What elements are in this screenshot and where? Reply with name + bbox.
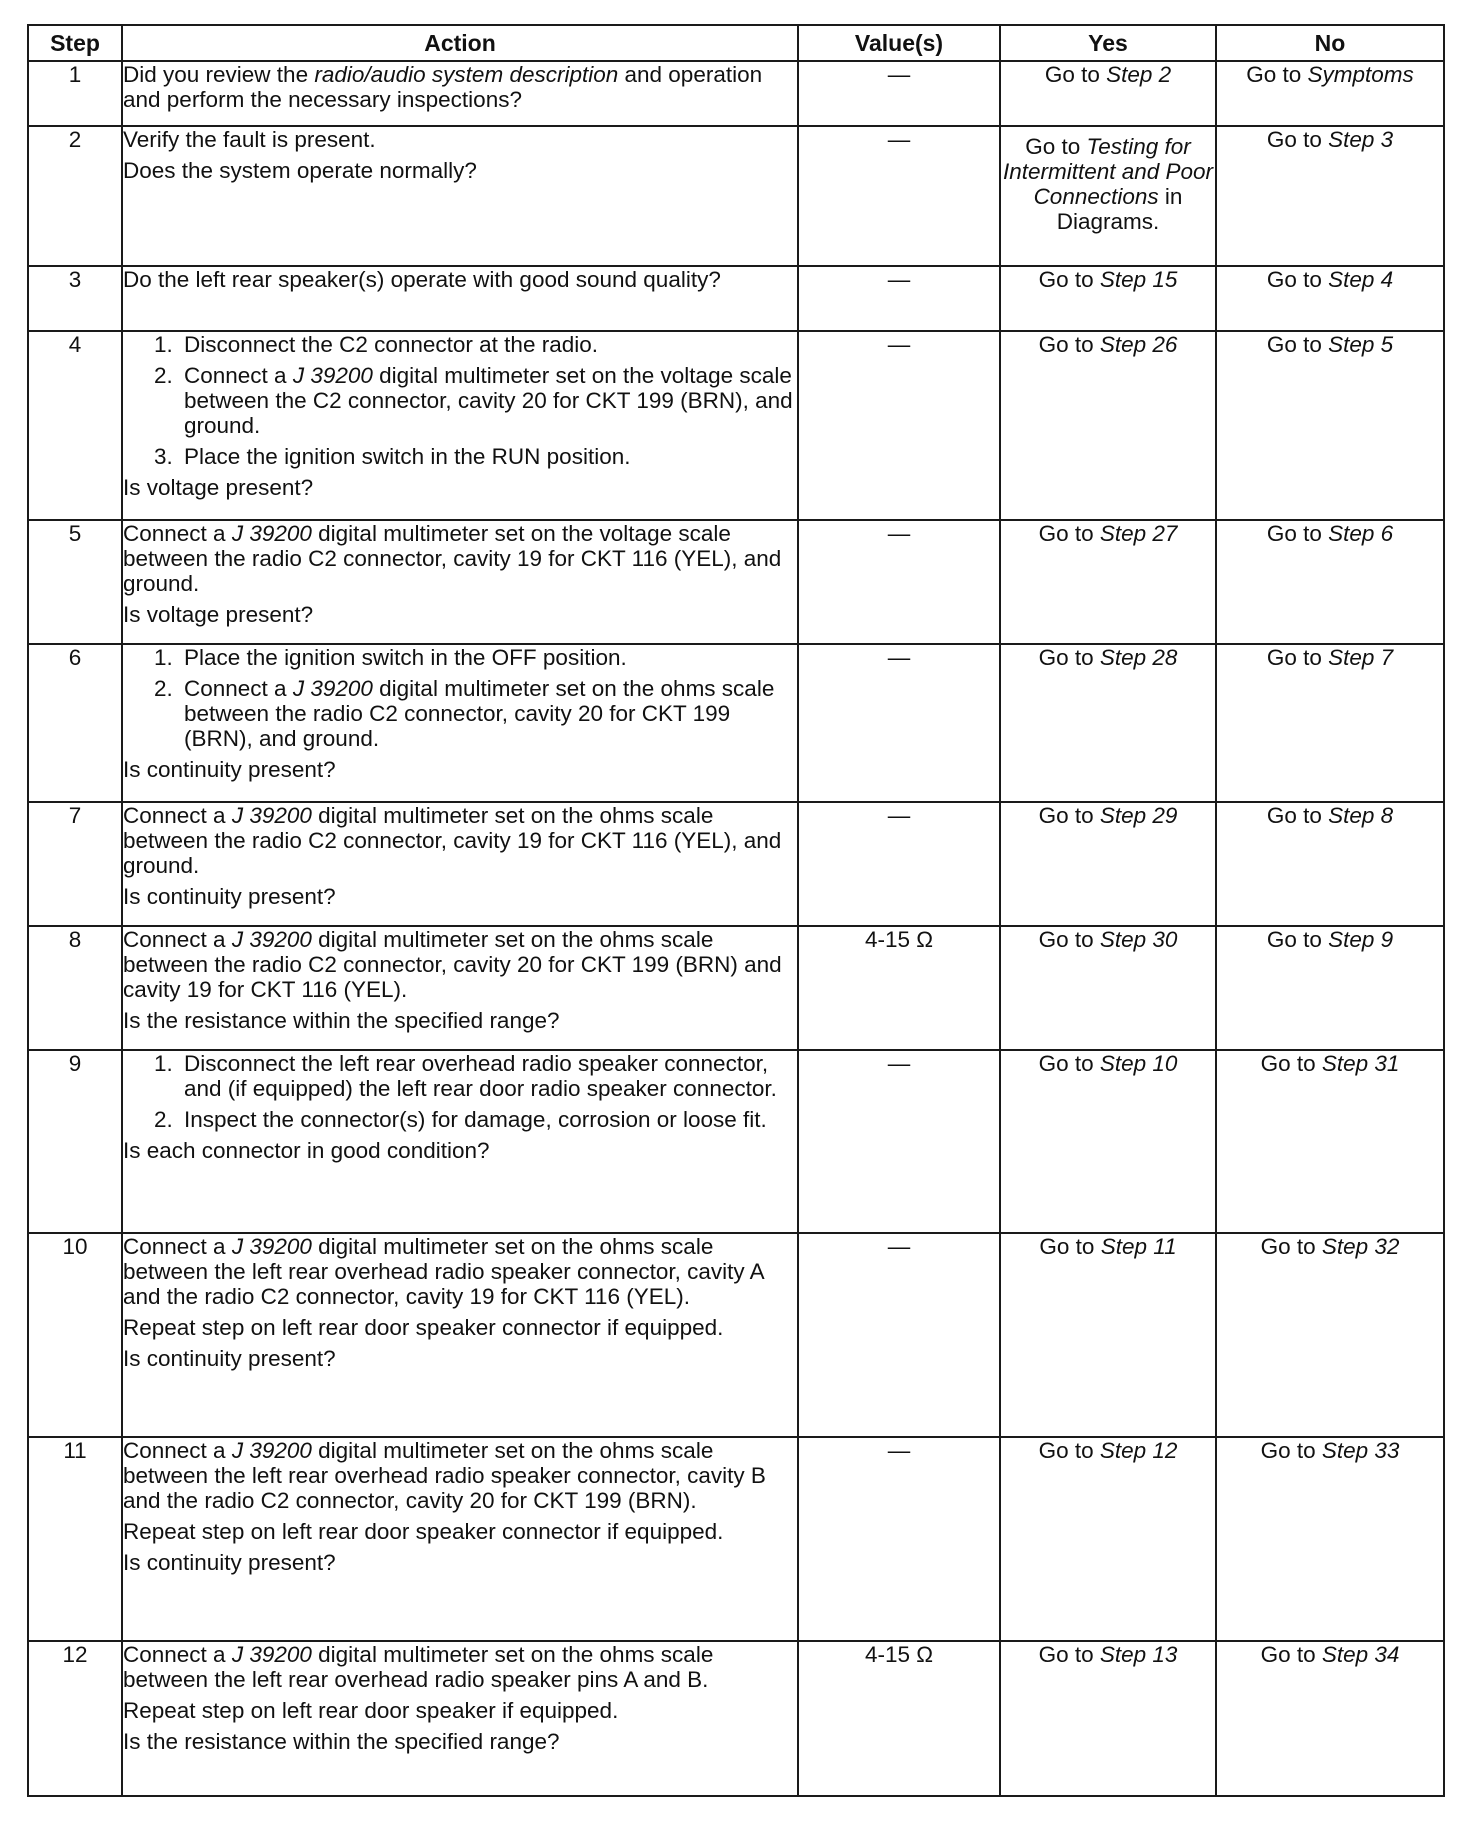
- table-row: [28, 1050, 1444, 1233]
- italic-term: J 39200: [292, 363, 373, 388]
- action-cell: [122, 1641, 798, 1796]
- no-target: Go to Step 5: [1266, 332, 1394, 357]
- no-target: Go to Step 8: [1266, 803, 1394, 828]
- value-cell: —: [798, 266, 1000, 331]
- no-cell: [1216, 644, 1444, 802]
- italic-term: Step 10: [1099, 1051, 1178, 1076]
- italic-term: Step 9: [1328, 927, 1394, 952]
- italic-term: Step 7: [1328, 645, 1394, 670]
- yes-cell: [1000, 1641, 1216, 1796]
- action-question: Is continuity present?: [123, 1346, 336, 1371]
- step-number: 3: [28, 266, 122, 331]
- action-cell: [122, 802, 798, 926]
- italic-term: Step 12: [1099, 1438, 1178, 1463]
- step-number: 10: [28, 1233, 122, 1437]
- italic-term: Step 28: [1099, 645, 1178, 670]
- action-cell: [122, 1050, 798, 1233]
- value-cell: —: [798, 644, 1000, 802]
- italic-term: Step 33: [1321, 1438, 1400, 1463]
- yes-cell: [1000, 644, 1216, 802]
- step-number: 9: [28, 1050, 122, 1233]
- no-target: Go to Step 31: [1260, 1051, 1400, 1076]
- value-cell: —: [798, 331, 1000, 520]
- no-cell: [1216, 331, 1444, 520]
- italic-term: Step 26: [1099, 332, 1178, 357]
- no-cell: [1216, 61, 1444, 126]
- table-row: [28, 1641, 1444, 1796]
- action-question: Is continuity present?: [123, 1550, 336, 1575]
- table-row: [28, 520, 1444, 644]
- action-text: Repeat step on left rear door speaker connector if equipped.: [123, 1519, 724, 1544]
- no-cell: [1216, 1050, 1444, 1233]
- action-cell: [122, 926, 798, 1050]
- step-number: 12: [28, 1641, 122, 1796]
- value-cell: —: [798, 126, 1000, 266]
- step-number: 2: [28, 126, 122, 266]
- action-cell: [122, 644, 798, 802]
- yes-target: Go to Step 27: [1038, 521, 1178, 546]
- action-question: Is the resistance within the specified range?: [123, 1729, 560, 1754]
- italic-term: Step 32: [1321, 1234, 1400, 1259]
- step-number: 4: [28, 331, 122, 520]
- action-text: Connect a J 39200 digital multimeter set on the ohms scale between the left rear overhead radio speaker connector, cavity A and the radio C2 connector, cavity 19 for CKT 116 (YEL).: [123, 1234, 764, 1309]
- no-cell: [1216, 926, 1444, 1050]
- yes-cell: [1000, 1437, 1216, 1641]
- action-text: Do the left rear speaker(s) operate with good sound quality?: [123, 267, 721, 292]
- value-cell: —: [798, 1233, 1000, 1437]
- value-cell: 4-15 Ω: [798, 1641, 1000, 1796]
- italic-term: Symptoms: [1307, 62, 1414, 87]
- table-row: [28, 61, 1444, 126]
- action-text: Connect a J 39200 digital multimeter set on the ohms scale between the left rear overhead radio speaker connector, cavity B and the radio C2 connector, cavity 20 for CKT 199 (BRN).: [123, 1438, 766, 1513]
- yes-target: Go to Step 11: [1039, 1234, 1177, 1259]
- yes-cell: [1000, 926, 1216, 1050]
- italic-term: Step 31: [1321, 1051, 1400, 1076]
- italic-term: Step 34: [1321, 1642, 1400, 1667]
- table-row: [28, 1437, 1444, 1641]
- table-row: [28, 802, 1444, 926]
- no-target: Go to Step 4: [1266, 267, 1394, 292]
- action-text: Repeat step on left rear door speaker if equipped.: [123, 1698, 619, 1723]
- yes-target: Go to Step 15: [1038, 267, 1178, 292]
- italic-term: J 39200: [231, 1438, 312, 1463]
- no-target: Go to Step 7: [1266, 645, 1394, 670]
- action-question: Is the resistance within the specified range?: [123, 1008, 560, 1033]
- action-cell: [122, 1437, 798, 1641]
- action-cell: [122, 1233, 798, 1437]
- value-cell: 4-15 Ω: [798, 926, 1000, 1050]
- yes-target: Go to Step 2: [1044, 62, 1172, 87]
- no-cell: [1216, 266, 1444, 331]
- yes-cell: [1000, 126, 1216, 266]
- diagnostic-table: [27, 24, 1445, 1797]
- yes-cell: [1000, 1050, 1216, 1233]
- value-cell: —: [798, 802, 1000, 926]
- action-step-item: 2. Connect a J 39200 digital multimeter set on the voltage scale between the C2 connector, cavity 20 for CKT 199 (BRN), and ground.: [179, 363, 797, 438]
- table-row: [28, 644, 1444, 802]
- italic-term: J 39200: [231, 521, 312, 546]
- table-row: [28, 266, 1444, 331]
- header-values: Value(s): [798, 25, 1000, 61]
- yes-target: Go to Step 28: [1038, 645, 1178, 670]
- yes-cell: [1000, 61, 1216, 126]
- action-steps-list: [123, 332, 797, 469]
- italic-term: Step 5: [1328, 332, 1394, 357]
- action-step-item: 1. Disconnect the left rear overhead radio speaker connector, and (if equipped) the left rear door radio speaker connector.: [179, 1051, 797, 1101]
- yes-cell: [1000, 1233, 1216, 1437]
- yes-target: Go to Step 26: [1038, 332, 1178, 357]
- yes-target: Go to Step 29: [1038, 803, 1178, 828]
- yes-cell: [1000, 331, 1216, 520]
- action-question: Is continuity present?: [123, 884, 336, 909]
- no-target: Go to Step 33: [1260, 1438, 1400, 1463]
- italic-term: Step 6: [1328, 521, 1394, 546]
- table-row: [28, 1233, 1444, 1437]
- table-row: [28, 126, 1444, 266]
- no-target: Go to Step 6: [1266, 521, 1394, 546]
- table-row: [28, 926, 1444, 1050]
- no-cell: [1216, 802, 1444, 926]
- italic-term: J 39200: [231, 1234, 312, 1259]
- value-cell: —: [798, 1050, 1000, 1233]
- action-cell: [122, 520, 798, 644]
- action-question: Is voltage present?: [123, 475, 314, 500]
- action-cell: [122, 331, 798, 520]
- italic-term: Step 4: [1328, 267, 1394, 292]
- action-text: Verify the fault is present.: [123, 127, 376, 152]
- action-cell: [122, 126, 798, 266]
- italic-term: J 39200: [231, 803, 312, 828]
- no-target: Go to Step 3: [1266, 127, 1394, 152]
- yes-target: Go to Step 12: [1038, 1438, 1178, 1463]
- action-cell: [122, 61, 798, 126]
- table-row: [28, 331, 1444, 520]
- italic-term: Step 2: [1106, 62, 1172, 87]
- yes-target: Go to Step 13: [1038, 1642, 1178, 1667]
- action-step-item: 2. Connect a J 39200 digital multimeter set on the ohms scale between the radio C2 connector, cavity 20 for CKT 199 (BRN), and ground.: [179, 676, 797, 751]
- action-steps-list: [123, 1051, 797, 1132]
- no-target: Go to Step 9: [1266, 927, 1394, 952]
- action-text: Does the system operate normally?: [123, 158, 477, 183]
- italic-term: Step 13: [1099, 1642, 1178, 1667]
- step-number: 8: [28, 926, 122, 1050]
- action-step-item: 2. Inspect the connector(s) for damage, corrosion or loose fit.: [179, 1107, 797, 1132]
- action-text: Connect a J 39200 digital multimeter set on the ohms scale between the left rear overhead radio speaker pins A and B.: [123, 1642, 714, 1692]
- italic-term: Step 8: [1328, 803, 1394, 828]
- italic-term: radio/audio system description: [314, 62, 619, 87]
- no-target: Go to Step 34: [1260, 1642, 1400, 1667]
- no-cell: [1216, 126, 1444, 266]
- step-number: 7: [28, 802, 122, 926]
- yes-cell: [1000, 802, 1216, 926]
- italic-term: Testing for Intermittent and Poor Connections: [1002, 134, 1214, 209]
- action-question: Is each connector in good condition?: [123, 1138, 490, 1163]
- step-number: 6: [28, 644, 122, 802]
- action-steps-list: [123, 645, 797, 751]
- no-cell: [1216, 1437, 1444, 1641]
- action-text: Connect a J 39200 digital multimeter set on the ohms scale between the radio C2 connector, cavity 20 for CKT 199 (BRN) and cavity 19 for CKT 116 (YEL).: [123, 927, 782, 1002]
- action-text: Repeat step on left rear door speaker connector if equipped.: [123, 1315, 724, 1340]
- action-text: Connect a J 39200 digital multimeter set on the voltage scale between the radio C2 connector, cavity 19 for CKT 116 (YEL), and ground.: [123, 521, 782, 596]
- no-cell: [1216, 1641, 1444, 1796]
- action-step-item: 1. Place the ignition switch in the OFF position.: [179, 645, 797, 670]
- italic-term: J 39200: [231, 1642, 312, 1667]
- no-target: Go to Step 32: [1260, 1234, 1400, 1259]
- italic-term: Step 27: [1099, 521, 1178, 546]
- header-action: Action: [122, 25, 798, 61]
- yes-target: Go to Testing for Intermittent and Poor Connections in Diagrams.: [1002, 134, 1214, 234]
- italic-term: J 39200: [292, 676, 373, 701]
- italic-term: Step 11: [1100, 1234, 1177, 1259]
- action-question: Is continuity present?: [123, 757, 336, 782]
- italic-term: Step 30: [1099, 927, 1178, 952]
- value-cell: —: [798, 520, 1000, 644]
- action-step-item: 3. Place the ignition switch in the RUN position.: [179, 444, 797, 469]
- yes-cell: [1000, 266, 1216, 331]
- value-cell: —: [798, 61, 1000, 126]
- action-text: Connect a J 39200 digital multimeter set on the ohms scale between the radio C2 connector, cavity 19 for CKT 116 (YEL), and ground.: [123, 803, 782, 878]
- no-cell: [1216, 520, 1444, 644]
- header-no: No: [1216, 25, 1444, 61]
- step-number: 11: [28, 1437, 122, 1641]
- yes-cell: [1000, 520, 1216, 644]
- italic-term: Step 29: [1099, 803, 1178, 828]
- action-step-item: 1. Disconnect the C2 connector at the radio.: [179, 332, 797, 357]
- header-row: [28, 25, 1444, 61]
- step-number: 1: [28, 61, 122, 126]
- action-question: Is voltage present?: [123, 602, 314, 627]
- yes-target: Go to Step 10: [1038, 1051, 1178, 1076]
- no-cell: [1216, 1233, 1444, 1437]
- italic-term: Step 3: [1328, 127, 1394, 152]
- italic-term: Step 15: [1099, 267, 1178, 292]
- action-text: Did you review the radio/audio system description and operation and perform the necessary inspections?: [123, 62, 763, 112]
- no-target: Go to Symptoms: [1246, 62, 1414, 87]
- yes-target: Go to Step 30: [1038, 927, 1178, 952]
- italic-term: J 39200: [231, 927, 312, 952]
- table-body: [28, 61, 1444, 1796]
- value-cell: —: [798, 1437, 1000, 1641]
- header-yes: Yes: [1000, 25, 1216, 61]
- action-cell: [122, 266, 798, 331]
- step-number: 5: [28, 520, 122, 644]
- header-step: Step: [28, 25, 122, 61]
